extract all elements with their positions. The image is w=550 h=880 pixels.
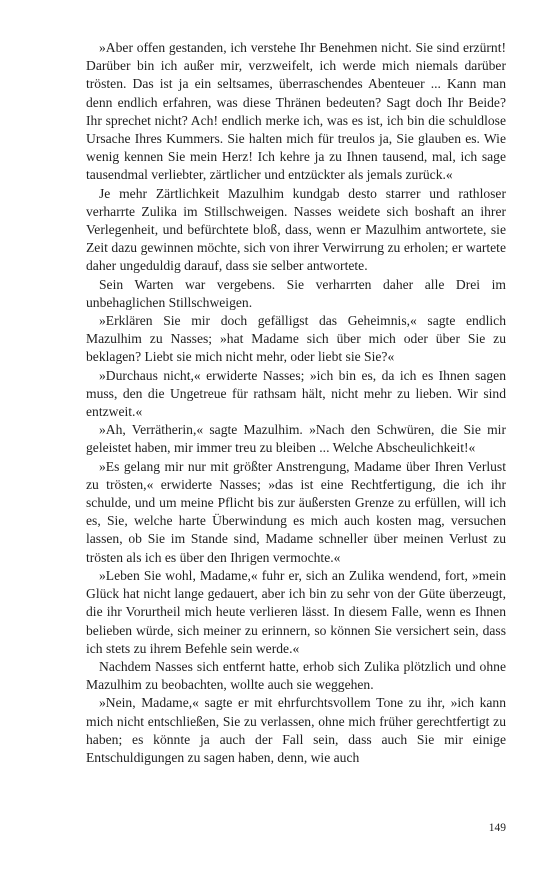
book-page-text [86,39,506,767]
paragraph: »Durchaus nicht,« erwiderte Nasses; »ich bin es, da ich es Ihnen sagen muss, den die Ungetreue für rathsam hält, nicht mehr zu lieben. Wir sind entzweit.« [86,367,506,420]
paragraph: »Leben Sie wohl, Madame,« fuhr er, sich an Zulika wendend, fort, »mein Glück hat nicht lange gedauert, aber ich bin zu sehr von der Güte überzeugt, die ihr Vorurtheil mich heute verlieren lässt. In diesem Falle, wenn es Ihnen belieben würde, sich meiner zu erinnern, so können Sie versichert sein, dass ich stets zu ihrem Befehle sein werde.« [86,567,506,656]
paragraph: »Aber offen gestanden, ich verstehe Ihr Benehmen nicht. Sie sind erzürnt! Darüber bin ich außer mir, verzweifelt, ich werde mich niemals darüber trösten. Das ist ja ein seltsames, überraschendes Abenteuer ... Kann man denn endlich erfahren, was diese Thränen bedeuten? Sagt doch Ihr Beide? Ihr sprechet nicht? Ach! endlich merke ich, was es ist, ich bin die schuldlose Ursache Ihres Kummers. Sie halten mich für treulos ja, Sie glauben es. Wie wenig kennen Sie mein Herz! Ich kehre ja zu Ihnen tausend, mal, ich sage tausendmal verliebter, zärtlicher und entzückter als jemals zurück.« [86,40,506,183]
paragraph: Sein Warten war vergebens. Sie verharrten daher alle Drei im unbehaglichen Stillschweigen. [86,276,506,310]
paragraph: »Nein, Madame,« sagte er mit ehrfurchtsvollem Tone zu ihr, »ich kann mich nicht entschließen, Sie zu verlassen, ohne mich früher gerechtfertigt zu haben; es könnte ja auch der Fall sein, dass auch Sie mir einige Entschuldigungen zu sagen haben, denn, wie auch [86,695,506,765]
paragraph: »Ah, Verrätherin,« sagte Mazulhim. »Nach den Schwüren, die Sie mir geleistet haben, mir immer treu zu bleiben ... Welche Abscheulichkeit!« [86,422,506,456]
paragraph: »Es gelang mir nur mit größter Anstrengung, Madame über Ihren Verlust zu trösten,« erwiderte Nasses; »das ist eine Rechtfertigung, die ich ihr schulde, und um meine Pflicht bis zur äußersten Grenze zu erfüllen, will ich es, Sie, welche harte Überwindung es mich auch kosten mag, versuchen lassen, ob Sie im Stande sind, Madame schneller über meinen Verlust zu trösten als ich es über den Ihrigen vermochte.« [86,458,506,565]
paragraph: »Erklären Sie mir doch gefälligst das Geheimnis,« sagte endlich Mazulhim zu Nasses; »hat Madame sich über mich oder über Sie zu beklagen? Liebt sie mich nicht mehr, oder liebt sie Sie?« [86,313,506,365]
paragraph: Je mehr Zärtlichkeit Mazulhim kundgab desto starrer und rathloser verharrte Zulika im Stillschweigen. Nasses weidete sich boshaft an ihrer Verlegenheit, und befürchtete bloß, dass, wenn er Mazulhim antwortete, sie Zeit dazu gewinnen möchte, sich von ihrer Verwirrung zu erholen; er wartete daher ungeduldig darauf, dass sie selber antwortete. [86,185,506,274]
page-number: 149 [488,822,506,834]
paragraph: Nachdem Nasses sich entfernt hatte, erhob sich Zulika plötzlich und ohne Mazulhim zu beobachten, wollte auch sie weggehen. [86,658,506,693]
